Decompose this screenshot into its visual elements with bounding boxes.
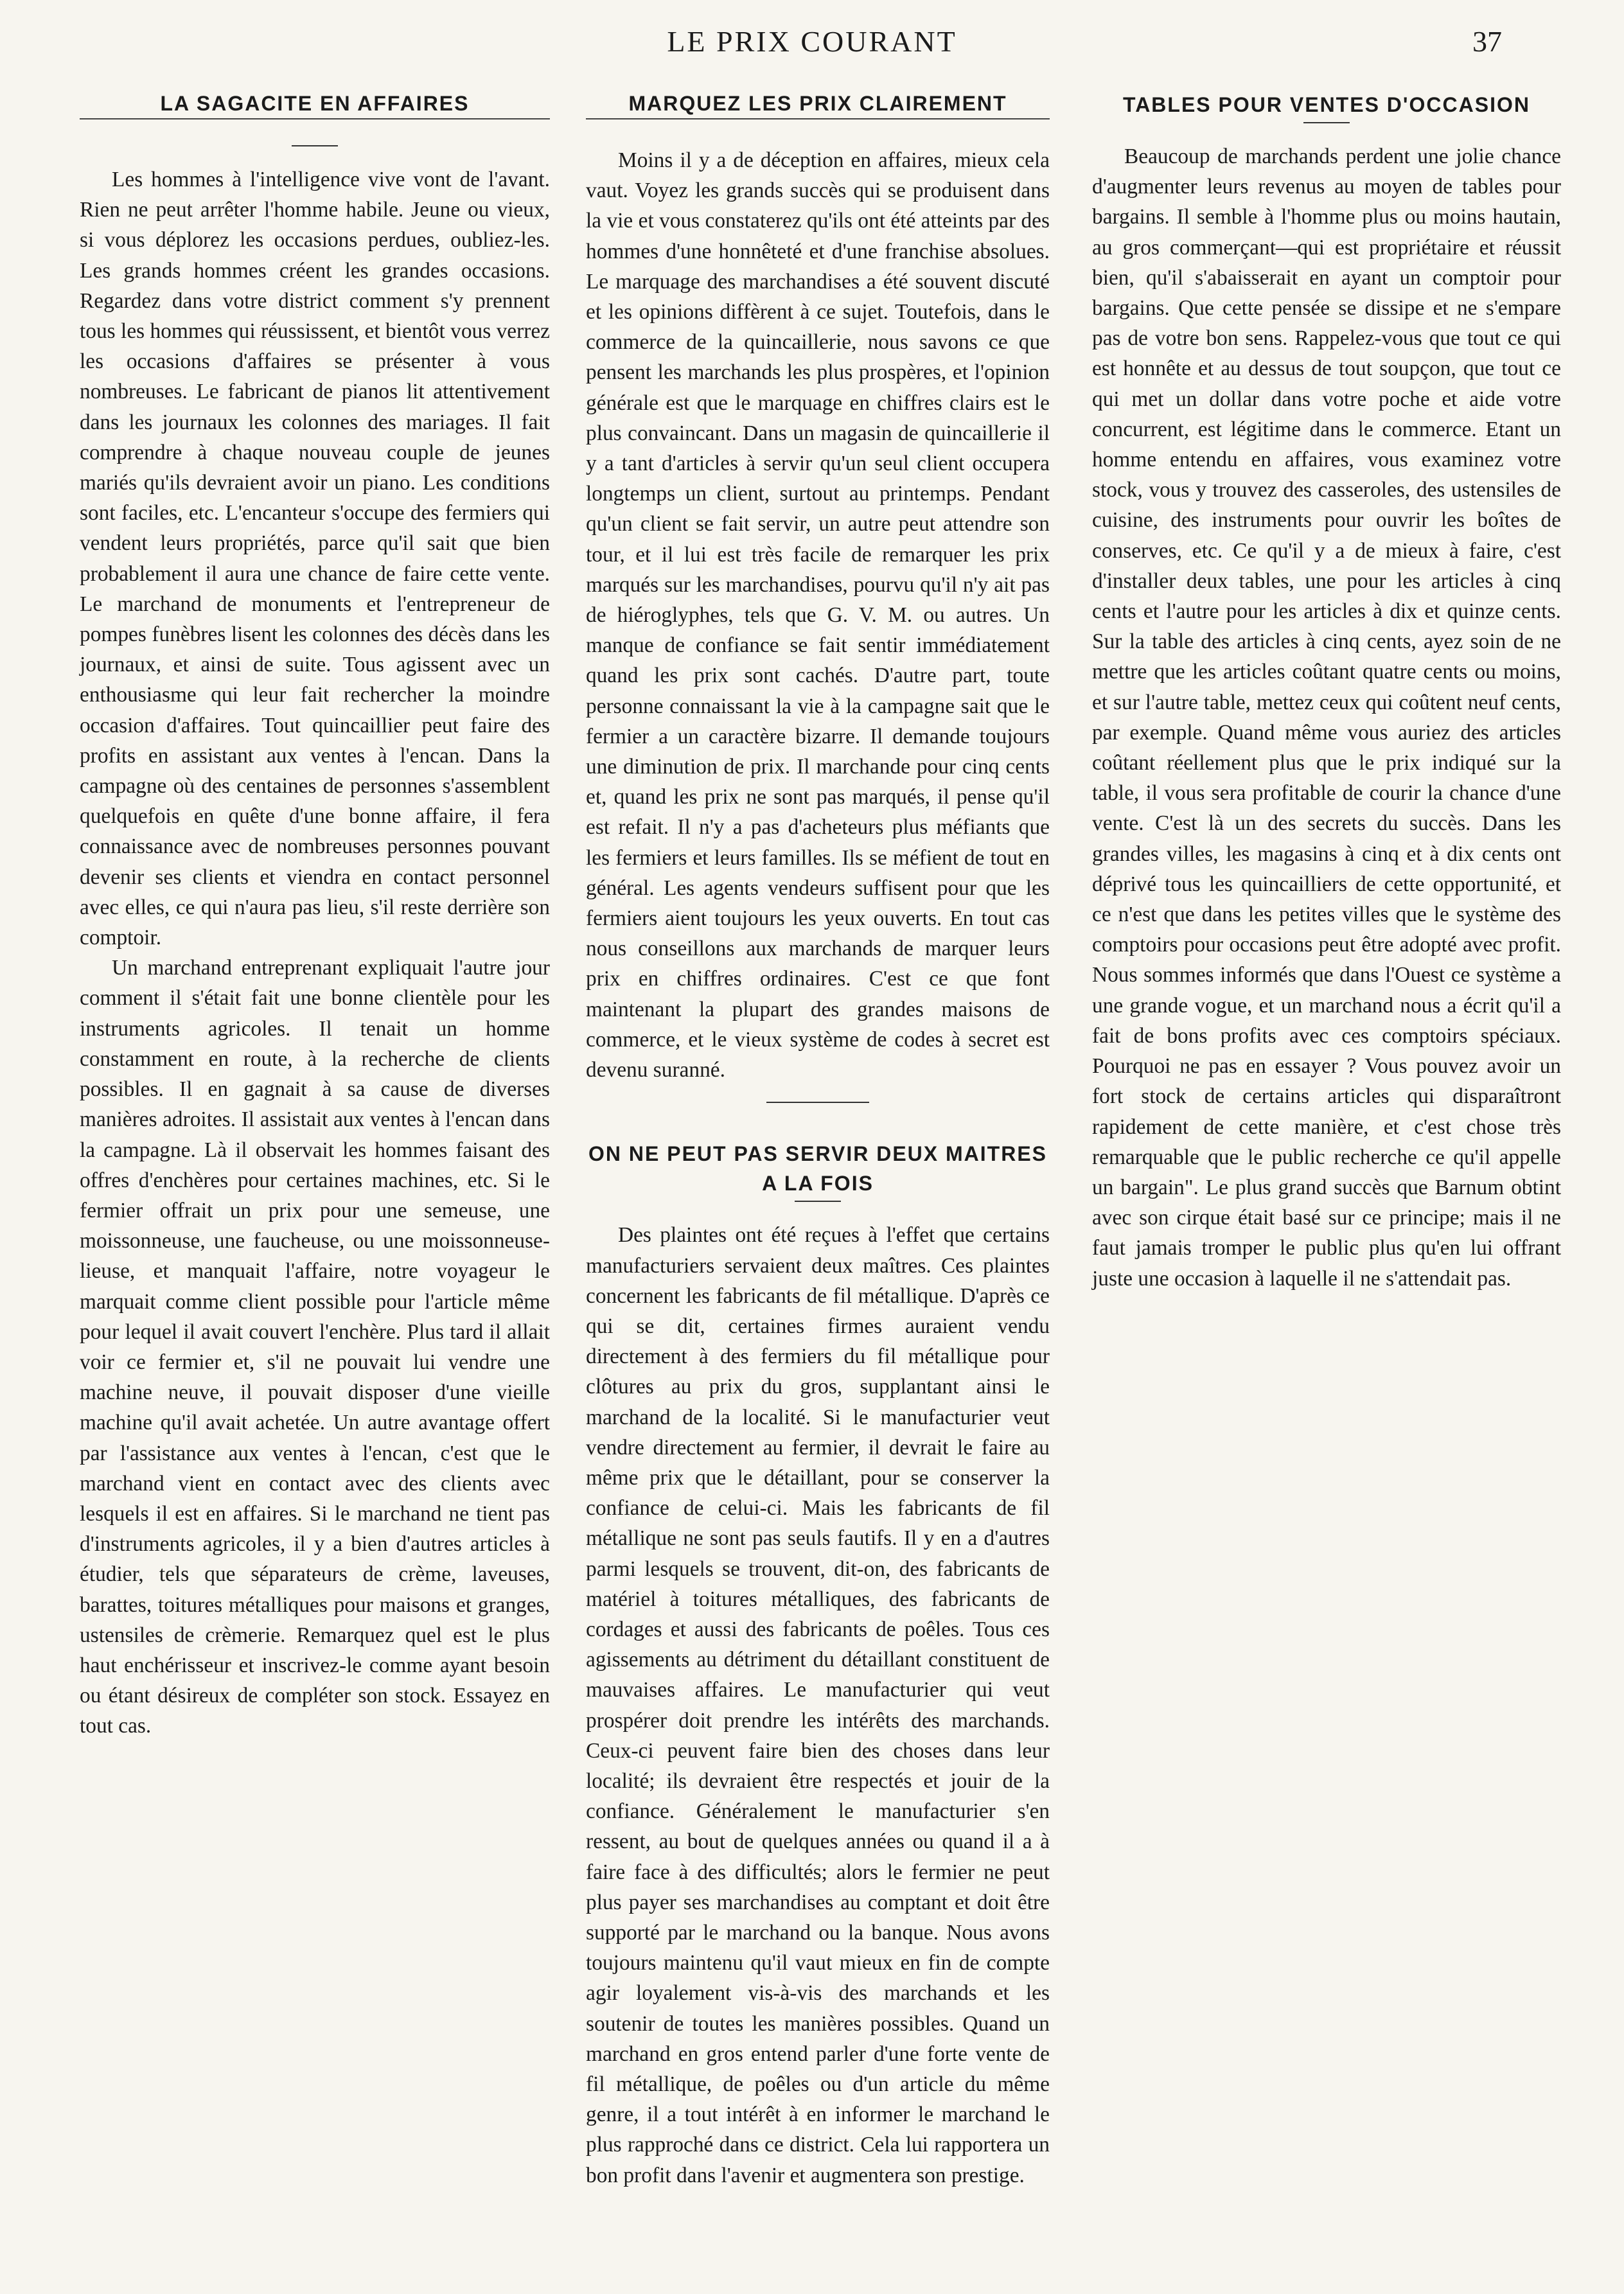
column-3 bbox=[1092, 90, 1561, 1294]
title-rule bbox=[292, 145, 338, 146]
article-paragraph: Un marchand entreprenant expliquait l'autre jour comment il s'était fait une bonne clientèle pour les instruments agricoles. Il tenait un homme constamment en route, à la recherche de clients possibles. Il en gagnait à sa cause de diverses manières adroites. Il assistait aux ventes à l'encan dans la campagne. Là il observait les hommes faisant des offres d'enchères pour certaines machines, etc. Si le fermier offrait un prix pour une semeuse, une moissonneuse, une faucheuse, ou une moissonneuse-lieuse, et manquait l'affaire, notre voyageur le marquait comme client possible pour l'article même pour lequel il avait couvert l'enchère. Plus tard il allait voir ce fermier et, s'il ne pouvait lui vendre une machine neuve, il pouvait disposer d'une vieille machine qu'il avait achetée. Un autre avantage offert par l'assistance aux ventes à l'encan, c'est que le marchand vient en contact avec des clients avec lesquels il est en affaires. Si le marchand ne tient pas d'instruments agricoles, il y a bien d'autres articles à étudier, tels que séparateurs de crème, laveuses, barattes, toitures métalliques pour maisons et granges, ustensiles de crèmerie. Remarquez quel est le plus haut enchérisseur et inscrivez-le comme ayant besoin ou étant désireux de compléter son stock. Essayez en tout cas. bbox=[80, 956, 550, 1738]
title-rule bbox=[1303, 122, 1350, 123]
article-title: MARQUEZ LES PRIX CLAIREMENT bbox=[586, 89, 1050, 119]
title-rule bbox=[795, 1201, 841, 1202]
page-header bbox=[0, 24, 1624, 69]
column-1 bbox=[80, 89, 550, 1742]
article-paragraph: Moins il y a de déception en affaires, mieux cela vaut. Voyez les grands succès qui se produisent dans la vie et vous constaterez qu'ils ont été atteints par des hommes d'une honnêteté et d'une franchise absolues. Le marquage des marchandises a été souvent discuté et les opinions diffèrent à ce sujet. Toutefois, dans le commerce de la quincaillerie, nous savons ce que pensent les marchands les plus prospères, et l'opinion générale est que le marquage en chiffres clairs est le plus convaincant. Dans un magasin de quincaillerie il y a tant d'articles à servir qu'un seul client occupera longtemps un client, surtout au printemps. Pendant qu'un client se fait servir, un autre peut attendre son tour, et il lui est très facile de remarquer les prix marqués sur les marchandises, pourvu qu'il n'y ait pas de hiéroglyphes, tels que G. V. M. ou autres. Un manque de confiance se fait sentir immédiatement quand les prix sont cachés. D'autre part, toute personne connaissant la vie à la campagne sait que le fermier a un caractère bizarre. Il demande toujours une diminution de prix. Il marchande pour cinq cents et, quand les prix ne sont pas marqués, il pense qu'il est refait. Il n'y a pas d'acheteurs plus méfiants que les fermiers et leurs familles. Ils se méfient de tout en général. Les agents vendeurs suffisent pour que les fermiers aient toujours les yeux ouverts. En tout cas nous conseillons aux marchands de marquer leurs prix en chiffres ordinaires. C'est ce que font maintenant la plupart des grandes maisons de commerce, et le vieux système de codes à secret est devenu suranné. bbox=[586, 148, 1050, 1082]
article-tables-occasion bbox=[1092, 90, 1561, 1294]
section-divider bbox=[766, 1102, 869, 1103]
journal-title: LE PRIX COURANT bbox=[667, 25, 957, 58]
article-marquez-prix bbox=[586, 89, 1050, 1085]
article-sagacite bbox=[80, 89, 550, 1742]
article-title: TABLES POUR VENTES D'OCCASION bbox=[1123, 93, 1530, 116]
article-deux-maitres bbox=[586, 1139, 1050, 2191]
article-paragraph: Des plaintes ont été reçues à l'effet que certains manufacturiers servaient deux maîtres. Ces plaintes concernent les fabricants de fil métallique. D'après ce qui se dit, certaines firmes auraient vendu directement à des fermiers du fil métallique pour clôtures au prix du gros, supplantant ainsi le marchand de la localité. Si le manufacturier veut vendre directement au fermier, il devrait le faire au même prix que le détaillant, pour se conserver la confiance de celui-ci. Mais les fabricants de fil métallique ne sont pas seuls fautifs. Il y en a d'autres parmi lesquels se trouvent, dit-on, des fabricants de matériel à toitures métalliques, des fabricants de cordages et aussi des fabricants de poêles. Tous ces agissements au détriment du détaillant constituent de mauvaises affaires. Le manufacturier qui veut prospérer doit prendre les intérêts des marchands. Ceux-ci peuvent faire bien des choses dans leur localité; ils devraient être respectés et jouir de la confiance. Généralement le manufacturier s'en ressent, au bout de quelques années ou quand il a à faire face à des difficultés; alors le fermier ne peut plus payer ses marchandises au comptant et doit être supporté par le marchand ou la banque. Nous avons toujours maintenu qu'il vaut mieux en fin de compte agir loyalement vis-à-vis des marchands et les soutenir de toutes les manières possibles. Quand un marchand en gros entend parler d'une forte vente de fil métallique, de poêles ou d'un article du même genre, il a tout intérêt à en informer le marchand le plus rapproché dans ce district. Cela lui rapportera un bon profit dans l'avenir et augmentera son prestige. bbox=[586, 1223, 1050, 2187]
article-paragraph: Beaucoup de marchands perdent une jolie chance d'augmenter leurs revenus au moyen de tables pour bargains. Il semble à l'homme plus ou moins hautain, au gros commerçant—qui est propriétaire et réussit bien, qu'il s'abaisserait en ayant un comptoir pour bargains. Que cette pensée se dissipe et ne s'empare pas de votre bon sens. Rappelez-vous que tout ce qui est honnête et au dessus de tout soupçon, que tout ce qui met un dollar dans votre poche et aide votre concurrent, est légitime dans le commerce. Etant un homme entendu en affaires, vous examinez votre stock, vous y trouvez des casseroles, des ustensiles de cuisine, des instruments pour ouvrir les boîtes de conserves, etc. Ce qu'il y a de mieux à faire, c'est d'installer deux tables, une pour les articles à cinq cents et l'autre pour les articles à dix et quinze cents. Sur la table des articles à cinq cents, ayez soin de ne mettre que les articles coûtant quatre cents ou moins, et sur l'autre table, mettez ceux qui coûtent neuf cents, par exemple. Quand même vous auriez des articles coûtant réellement plus que le prix indiqué sur la table, il vous sera profitable de courir la chance d'une vente. C'est là un des secrets du succès. Dans les grandes villes, les magasins à cinq et à dix cents ont déprivé tous les quincailliers de cette opportunité, et ce n'est que dans les petites villes que le système des comptoirs pour occasions peut être adopté avec profit. Nous sommes informés que dans l'Ouest ce système a une grande vogue, et un marchand nous a écrit qu'il a fait de bons profits avec ces comptoirs spéciaux. Pourquoi ne pas en essayer ? Vous pouvez avoir un fort stock de certains articles qui disparaîtront rapidement de cette manière, et c'est chose très remarquable que le public recherche ce qu'il appelle un bargain". Le plus grand succès que Barnum obtint avec son cirque était basé sur ce principe; mais il ne faut jamais tromper le public plus qu'en lui offrant juste une occasion à laquelle il ne s'attendait pas. bbox=[1092, 145, 1561, 1291]
page-number: 37 bbox=[1472, 25, 1502, 58]
article-title: LA SAGACITE EN AFFAIRES bbox=[80, 89, 550, 119]
article-paragraph: Les hommes à l'intelligence vive vont de l'avant. Rien ne peut arrêter l'homme habile. Jeune ou vieux, si vous déplorez les occasions perdues, oubliez-les. Les grands hommes créent les grandes occasions. Regardez dans votre district comment s'y prennent tous les hommes qui réussissent, et bientôt vous verrez les occasions d'affaires se présenter à vous nombreuses. Le fabricant de pianos lit attentivement dans les journaux les colonnes des mariages. Il fait comprendre à chaque nouveau couple de jeunes mariés qu'ils devraient avoir un piano. Les conditions sont faciles, etc. L'encanteur s'occupe des fermiers qui vendent leurs propriétés, parce qu'il sait que bien probablement il aura une chance de faire cette vente. Le marchand de monuments et l'entrepreneur de pompes funèbres lisent les colonnes des décès dans les journaux, et ainsi de suite. Tous agissent avec un enthousiasme qui leur fait rechercher la moindre occasion d'affaires. Tout quincaillier peut faire des profits en assistant aux ventes à l'encan. Dans la campagne où des centaines de personnes s'assemblent quelquefois en quête d'une bonne affaire, il fera connaissance avec de nombreuses personnes pouvant devenir ses clients et viendra en contact personnel avec elles, ce qui n'aura pas lieu, s'il reste derrière son comptoir. bbox=[80, 168, 550, 950]
article-title: ON NE PEUT PAS SERVIR DEUX MAITRES A LA FOIS bbox=[588, 1142, 1048, 1196]
column-2 bbox=[586, 89, 1050, 2191]
